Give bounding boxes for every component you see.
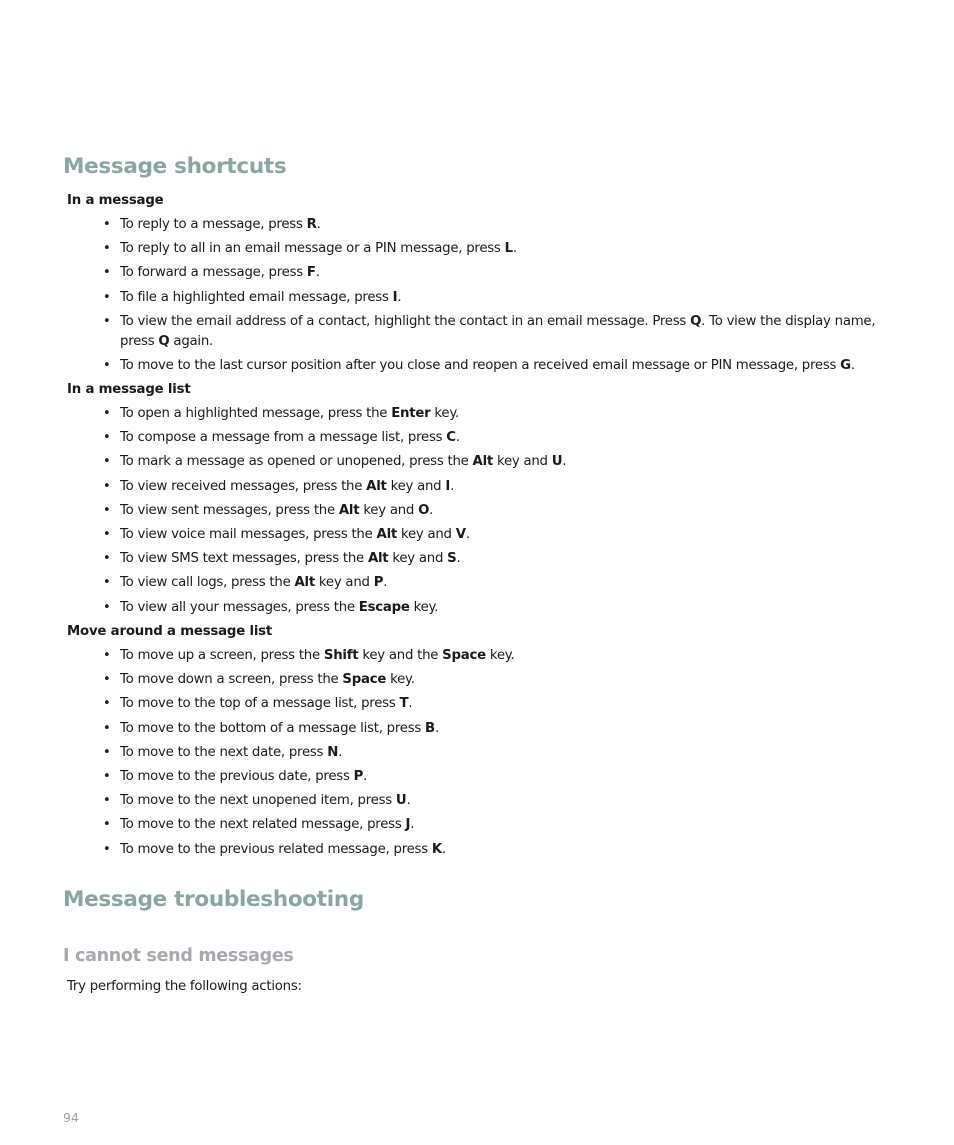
bullet-icon: • [103,241,111,257]
list-move-around-message-list [0,646,890,864]
shortcut-list-item [0,791,890,811]
bullet-icon: • [103,526,111,542]
shortcut-text: . [456,551,461,567]
shortcut-list-item [0,404,890,424]
shortcut-key: U [551,454,563,470]
shortcut-text: To forward a message, press [120,265,307,281]
shortcut-text: again. [169,333,214,349]
shortcut-text: key and [359,502,419,518]
shortcut-list-item [0,840,890,860]
bullet-icon: • [103,430,111,446]
shortcut-list-item [0,452,890,472]
shortcut-key: Space [442,648,486,663]
bullet-icon: • [103,744,111,760]
shortcut-text: . [316,217,321,232]
shortcut-text: To move down a screen, press the [120,672,343,688]
shortcut-key: Enter [391,406,431,421]
shortcut-list-item [0,525,890,545]
bullet-icon: • [103,648,111,663]
bullet-icon: • [103,502,111,518]
shortcut-key: R [306,217,317,232]
shortcut-text: To move to the next unopened item, press [120,793,396,809]
shortcut-text: . To view the display name, press [120,313,876,349]
shortcut-text: To open a highlighted message, press the [120,406,392,421]
shortcut-key: Space [342,672,387,688]
shortcut-key: Alt [366,478,387,494]
subheading-in-a-message-list: In a message list [67,382,191,397]
shortcut-text: . [455,430,460,446]
shortcut-text: To file a highlighted email message, press [120,289,393,305]
bullet-icon: • [103,672,111,688]
troubleshooting-body-text: Try performing the following actions: [67,979,302,994]
shortcut-key: P [353,768,364,784]
shortcut-key: U [395,793,407,809]
shortcut-key: C [446,430,456,446]
shortcut-text: To view sent messages, press the [120,502,339,518]
shortcut-key: Alt [294,575,315,591]
shortcut-text: . [450,478,455,494]
bullet-icon: • [103,768,111,784]
shortcut-text: To move to the top of a message list, press [120,696,400,712]
shortcut-text: key and [397,526,456,542]
shortcut-text: To view voice mail messages, press the [120,526,377,542]
shortcut-text: . [441,841,446,857]
shortcut-list-item [0,288,890,308]
shortcut-list-item [0,598,890,618]
shortcut-text: To move up a screen, press the [120,648,324,663]
shortcut-key: L [504,241,513,257]
bullet-icon: • [103,357,111,373]
shortcut-list-item [0,312,890,352]
shortcut-list-item [0,501,890,521]
bullet-icon: • [103,265,111,281]
shortcut-text: key and [493,454,552,470]
shortcut-key: O [418,502,430,518]
shortcut-text: . [465,526,470,542]
shortcut-text: key. [409,599,439,615]
shortcut-key: I [445,478,451,494]
page-number: 94 [63,1110,79,1125]
shortcut-text: key. [485,648,515,663]
shortcut-list-item [0,263,890,283]
shortcut-text: To view all your messages, press the [120,599,359,615]
shortcut-key: F [306,265,316,281]
shortcut-text: To compose a message from a message list, press [120,430,447,446]
shortcut-list-item [0,670,890,690]
shortcut-key: G [840,357,851,373]
shortcut-list-item [0,646,890,666]
bullet-icon: • [103,454,111,470]
shortcut-key: J [405,817,411,833]
shortcut-text: . [338,744,343,760]
bullet-icon: • [103,817,111,833]
shortcut-list-item [0,719,890,739]
shortcut-text: To move to the previous related message, press [120,841,432,857]
shortcut-text: key and the [358,648,443,663]
heading-cannot-send-messages: I cannot send messages [63,946,294,966]
shortcut-key: Shift [323,648,359,663]
bullet-icon: • [103,696,111,712]
list-in-a-message [0,215,890,380]
shortcut-list-item [0,477,890,497]
shortcut-list-item [0,356,890,376]
shortcut-text: To mark a message as opened or unopened, press the [120,454,473,470]
shortcut-text: To view SMS text messages, press the [120,551,368,567]
shortcut-key: I [392,289,398,305]
shortcut-key: Q [158,333,170,349]
shortcut-text: To move to the next related message, press [120,817,406,833]
shortcut-text: . [408,696,413,712]
shortcut-key: N [327,744,339,760]
shortcut-text: key and [386,478,446,494]
subheading-in-a-message: In a message [67,193,164,208]
shortcut-list-item [0,428,890,448]
shortcut-list-item [0,573,890,593]
shortcut-key: S [447,551,457,567]
shortcut-key: T [399,696,409,712]
shortcut-key: Alt [367,551,389,567]
shortcut-key: V [455,526,466,542]
shortcut-text: key and [388,551,448,567]
shortcut-list-item [0,815,890,835]
bullet-icon: • [103,720,111,736]
bullet-icon: • [103,289,111,305]
shortcut-text: . [383,575,388,591]
shortcut-text: . [315,265,320,281]
shortcut-list-item [0,239,890,259]
bullet-icon: • [103,841,111,857]
shortcut-key: Alt [472,454,493,470]
shortcut-list-item [0,767,890,787]
shortcut-text: . [512,241,517,257]
bullet-icon: • [103,793,111,809]
shortcut-text: . [410,817,415,833]
subheading-move-around-message-list: Move around a message list [67,624,273,639]
shortcut-key: B [425,720,435,736]
shortcut-text: To view the email address of a contact, highlight the contact in an email message. Press [120,313,691,329]
shortcut-text: To move to the last cursor position after you close and reopen a received email message or PIN message, press [120,357,841,373]
list-in-a-message-list [0,404,890,622]
shortcut-key: Escape [358,599,410,615]
shortcut-text: . [429,502,434,518]
shortcut-text: . [397,289,402,305]
shortcut-key: P [373,575,384,591]
shortcut-key: Q [690,313,702,329]
shortcut-text: . [562,454,567,470]
shortcut-text: To move to the next date, press [120,744,328,760]
heading-message-shortcuts: Message shortcuts [63,154,287,179]
shortcut-list-item [0,694,890,714]
shortcut-text: To move to the bottom of a message list, press [120,720,426,736]
shortcut-text: To move to the previous date, press [120,768,354,784]
heading-message-troubleshooting: Message troubleshooting [63,887,364,912]
bullet-icon: • [103,313,111,329]
shortcut-list-item [0,743,890,763]
shortcut-text: . [850,357,855,373]
shortcut-text: To reply to a message, press [120,217,307,232]
shortcut-list-item [0,549,890,569]
shortcut-key: Alt [338,502,360,518]
shortcut-text: key. [430,406,460,421]
shortcut-text: To reply to all in an email message or a PIN message, press [120,241,505,257]
shortcut-text: To view received messages, press the [120,478,367,494]
shortcut-text: key and [314,575,374,591]
bullet-icon: • [103,599,111,615]
shortcut-text: key. [386,672,415,688]
shortcut-text: . [434,720,439,736]
shortcut-text: . [406,793,411,809]
bullet-icon: • [103,406,111,421]
shortcut-list-item [0,215,890,235]
bullet-icon: • [103,217,111,232]
bullet-icon: • [103,551,111,567]
bullet-icon: • [103,478,111,494]
shortcut-text: . [363,768,368,784]
shortcut-text: To view call logs, press the [120,575,295,591]
bullet-icon: • [103,575,111,591]
shortcut-key: Alt [376,526,397,542]
shortcut-key: K [431,841,442,857]
